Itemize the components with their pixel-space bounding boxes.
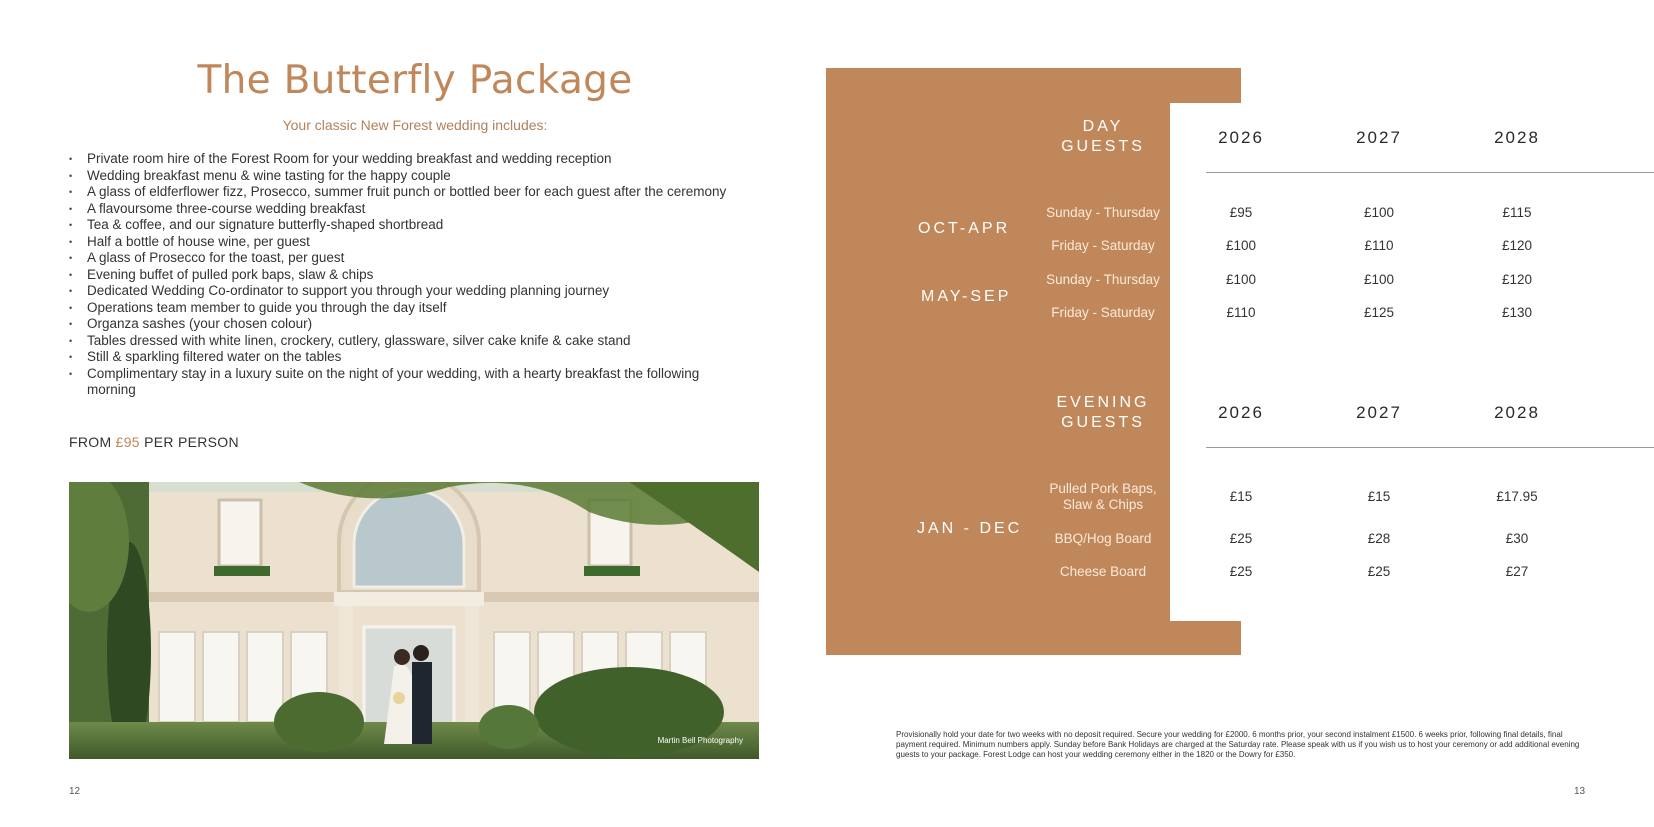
price-cell: £100 [1363, 272, 1395, 287]
price-cell: £95 [1229, 205, 1253, 220]
price-cell: £25 [1229, 531, 1253, 546]
row-label-line: Pulled Pork Baps, [1049, 481, 1157, 496]
feature-item: • Complimentary stay in a luxury suite on the night of your wedding, with a hearty breakfast the following morning [69, 366, 749, 399]
evening-header-divider [1206, 447, 1654, 448]
feature-item: • Evening buffet of pulled pork baps, slaw & chips [69, 267, 749, 284]
feature-item: • Still & sparkling filtered water on the tables [69, 349, 749, 366]
evening-year-2026: 2026 [1218, 403, 1264, 422]
price-cell: £120 [1501, 272, 1533, 287]
package-subtitle: Your classic New Forest wedding includes: [282, 117, 548, 133]
feature-item: • Half a bottle of house wine, per guest [69, 234, 749, 251]
price-cell: £100 [1225, 272, 1257, 287]
from-price-line [69, 434, 239, 450]
price-cell: £30 [1505, 531, 1529, 546]
price-cell: £115 [1502, 205, 1532, 220]
terms-footnote: Provisionally hold your date for two weeks with no deposit required. Secure your wedding for £2000. 6 months prior, your second instalment £1500. 6 weeks prior, following final details, final payment required. Minimum numbers apply. Sunday before Bank Holidays are charged at the Saturday rate. Please speak with us if you wish us to host your ceremony or add additional evening guests to your package. Forest Lodge can host your wedding ceremony either in the 1820 or the Dowry for £350. [896, 730, 1580, 759]
day-year-2028: 2028 [1494, 128, 1540, 147]
package-title: The Butterfly Package [197, 58, 633, 103]
feature-item: • A glass of Prosecco for the toast, per guest [69, 250, 749, 267]
price-cell: £28 [1367, 531, 1391, 546]
evening-year-2027: 2027 [1356, 403, 1402, 422]
feature-item: • Operations team member to guide you through the day itself [69, 300, 749, 317]
row-label-line: Slaw & Chips [1062, 497, 1144, 512]
row-label: Sunday - Thursday [1046, 272, 1160, 287]
price-cell: £25 [1367, 564, 1391, 579]
feature-item: • Tea & coffee, and our signature butterfly-shaped shortbread [69, 217, 749, 234]
day-year-2027: 2027 [1356, 128, 1402, 147]
from-suffix: PER PERSON [139, 434, 239, 450]
evening-guests-heading-line2: GUESTS [1061, 414, 1145, 431]
venue-photo [69, 482, 759, 759]
period-jan-dec: JAN - DEC [917, 520, 1023, 537]
feature-item: • A flavoursome three-course wedding breakfast [69, 201, 749, 218]
feature-item: • Dedicated Wedding Co-ordinator to support you through your wedding planning journey [69, 283, 749, 300]
price-cell: £15 [1229, 489, 1253, 504]
price-cell: £110 [1364, 238, 1394, 253]
page-number-left: 12 [69, 786, 81, 797]
day-year-2026: 2026 [1218, 128, 1264, 147]
feature-item: • Wedding breakfast menu & wine tasting for the happy couple [69, 168, 749, 185]
row-label: Friday - Saturday [1051, 305, 1155, 320]
price-cell: £125 [1363, 305, 1395, 320]
price-cell: £130 [1501, 305, 1533, 320]
period-may-sep: MAY-SEP [921, 288, 1012, 305]
feature-item: • A glass of eldferflower fizz, Prosecco, summer fruit punch or bottled beer for each guest after the ceremony [69, 184, 749, 201]
venue-photo-illustration [69, 482, 759, 759]
feature-item: • Private room hire of the Forest Room for your wedding breakfast and wedding reception [69, 151, 749, 168]
from-prefix: FROM [69, 434, 116, 450]
price-cell: £25 [1229, 564, 1253, 579]
from-price: £95 [115, 434, 140, 450]
day-header-divider [1206, 172, 1654, 173]
row-label: BBQ/Hog Board [1054, 531, 1152, 546]
row-label: Sunday - Thursday [1046, 205, 1160, 220]
feature-item: • Organza sashes (your chosen colour) [69, 316, 749, 333]
price-cell: £100 [1363, 205, 1395, 220]
price-cell: £15 [1367, 489, 1391, 504]
evening-guests-heading-line1: EVENING [1056, 394, 1150, 411]
photo-credit: Martin Bell Photography [657, 736, 743, 745]
period-oct-apr: OCT-APR [918, 220, 1011, 237]
price-cell: £120 [1501, 238, 1533, 253]
price-cell: £27 [1505, 564, 1529, 579]
price-cell: £100 [1225, 238, 1257, 253]
page-number-right: 13 [1574, 786, 1586, 797]
price-cell: £17.95 [1496, 489, 1538, 504]
left-page [0, 0, 800, 827]
evening-guests-heading [1035, 393, 1171, 433]
row-label: Cheese Board [1059, 564, 1147, 579]
feature-item: • Tables dressed with white linen, crockery, cutlery, glassware, silver cake knife & cake stand [69, 333, 749, 350]
day-guests-heading [1035, 117, 1171, 157]
row-label [1035, 481, 1171, 513]
row-label: Friday - Saturday [1051, 238, 1155, 253]
evening-year-2028: 2028 [1494, 403, 1540, 422]
day-guests-heading-line2: GUESTS [1061, 138, 1145, 155]
price-cell: £110 [1226, 305, 1256, 320]
day-guests-heading-line1: DAY [1082, 118, 1124, 135]
features-list [69, 151, 749, 399]
